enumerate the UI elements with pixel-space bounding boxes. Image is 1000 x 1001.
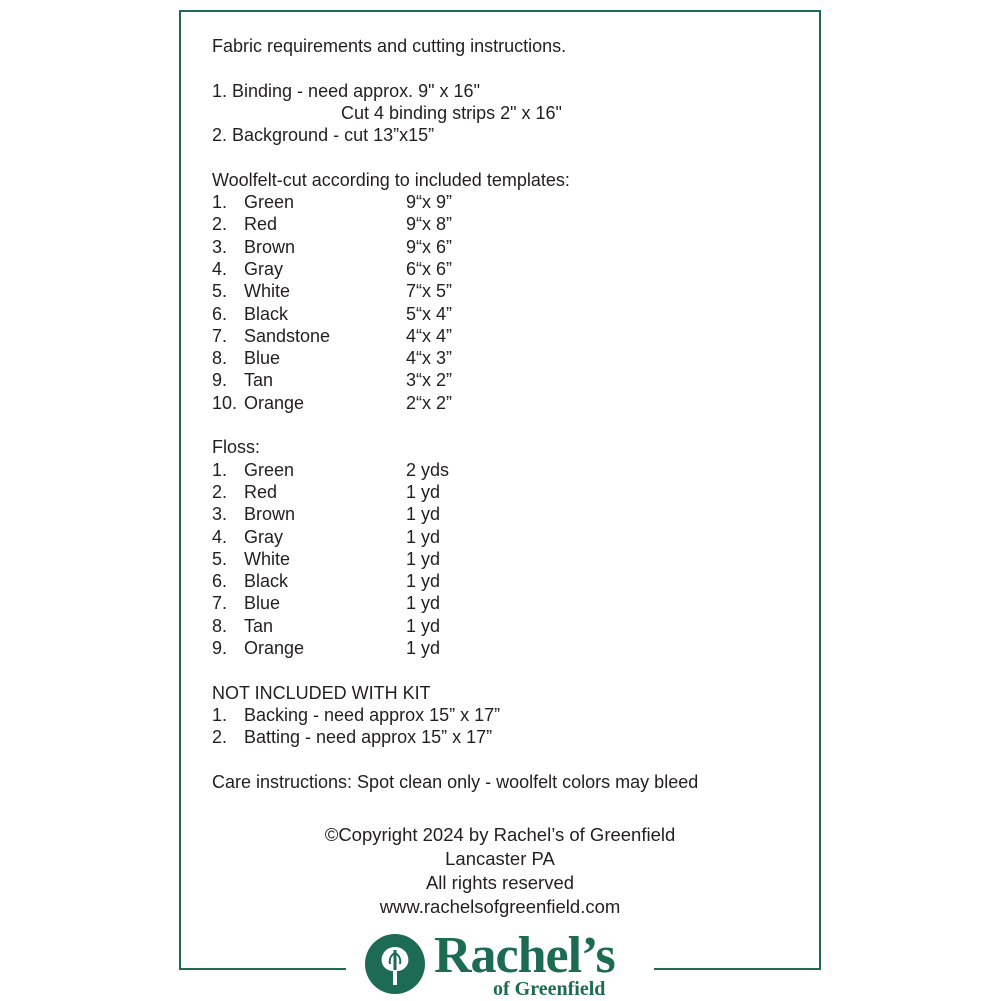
woolfelt-item-color: Sandstone (244, 325, 331, 346)
flower-circle-icon (364, 933, 426, 995)
floss-item-amount: 1 yd (406, 504, 441, 525)
woolfelt-item-size: 3“x 2” (406, 370, 453, 391)
woolfelt-item-size: 4“x 4” (406, 325, 453, 346)
woolfelt-item-number: 1. (212, 192, 228, 213)
floss-item-color: Gray (244, 526, 284, 547)
woolfelt-item-color: Tan (244, 370, 274, 391)
floss-item (212, 570, 802, 592)
not-included-list (212, 704, 802, 749)
woolfelt-item (212, 369, 802, 391)
floss-item (212, 481, 802, 503)
care-instructions: Care instructions: Spot clean only - woolfelt colors may bleed (212, 771, 699, 792)
woolfelt-item-color: Blue (244, 348, 281, 369)
woolfelt-item-number: 4. (212, 258, 228, 279)
woolfelt-item-number: 5. (212, 281, 228, 302)
woolfelt-item-number: 9. (212, 370, 228, 391)
floss-item-color: Blue (244, 593, 281, 614)
floss-item (212, 637, 802, 659)
floss-item-amount: 1 yd (406, 638, 441, 659)
woolfelt-item-size: 7“x 5” (406, 281, 453, 302)
floss-item (212, 526, 802, 548)
not-included-item (212, 726, 802, 748)
woolfelt-item-color: Brown (244, 236, 296, 257)
brand-logo (364, 928, 634, 1000)
floss-item-color: Green (244, 459, 295, 480)
not-included-text: Batting - need approx 15” x 17” (244, 727, 493, 748)
woolfelt-item (212, 213, 802, 235)
binding-line: 1. Binding - need approx. 9" x 16" (212, 80, 480, 101)
floss-item-amount: 2 yds (406, 459, 450, 480)
frame-border-right (819, 10, 821, 970)
floss-item-number: 7. (212, 593, 228, 614)
woolfelt-item-size: 9“x 9” (406, 192, 453, 213)
floss-item-number: 2. (212, 481, 228, 502)
logo-subtitle: of Greenfield (493, 978, 606, 1000)
not-included-title: NOT INCLUDED WITH KIT (212, 682, 431, 703)
woolfelt-item-number: 7. (212, 325, 228, 346)
floss-item-amount: 1 yd (406, 548, 441, 569)
background-line: 2. Background - cut 13”x15” (212, 125, 435, 146)
binding-cut-line: Cut 4 binding strips 2" x 16" (341, 102, 562, 123)
floss-item (212, 503, 802, 525)
woolfelt-title: Woolfelt-cut according to included templates: (212, 169, 570, 190)
woolfelt-item (212, 280, 802, 302)
woolfelt-item-color: Green (244, 192, 295, 213)
woolfelt-item-size: 2“x 2” (406, 392, 453, 413)
frame-border-left (179, 10, 181, 970)
floss-item-color: Brown (244, 504, 296, 525)
floss-item-number: 1. (212, 459, 228, 480)
woolfelt-item-color: Orange (244, 392, 305, 413)
woolfelt-item-color: White (244, 281, 291, 302)
floss-item-color: Orange (244, 638, 305, 659)
woolfelt-item (212, 347, 802, 369)
location-text: Lancaster PA (445, 848, 555, 869)
woolfelt-item-size: 9“x 8” (406, 214, 453, 235)
floss-item-amount: 1 yd (406, 593, 441, 614)
woolfelt-item (212, 303, 802, 325)
woolfelt-item-number: 6. (212, 303, 228, 324)
copyright-footer (250, 823, 750, 919)
woolfelt-item-number: 8. (212, 348, 228, 369)
woolfelt-item-color: Red (244, 214, 278, 235)
floss-item-number: 5. (212, 548, 228, 569)
rights-text: All rights reserved (425, 872, 575, 893)
page-heading: Fabric requirements and cutting instructions. (212, 36, 567, 56)
floss-item-color: Tan (244, 615, 274, 636)
woolfelt-item (212, 236, 802, 258)
not-included-item (212, 704, 802, 726)
floss-item-number: 3. (212, 504, 228, 525)
woolfelt-item (212, 258, 802, 280)
woolfelt-list (212, 191, 802, 414)
frame-border-bottom-right (654, 968, 821, 970)
logo-name: Rachel’s (434, 927, 615, 984)
woolfelt-item-size: 6“x 6” (406, 258, 453, 279)
woolfelt-item-size: 5“x 4” (406, 303, 453, 324)
woolfelt-item-size: 9“x 6” (406, 236, 453, 257)
woolfelt-item-number: 2. (212, 214, 228, 235)
floss-item-amount: 1 yd (406, 615, 441, 636)
woolfelt-item (212, 191, 802, 213)
woolfelt-item-color: Gray (244, 258, 284, 279)
floss-title: Floss: (212, 437, 261, 458)
floss-list (212, 459, 802, 660)
website-link[interactable]: www.rachelsofgreenfield.com (379, 896, 621, 917)
floss-item (212, 459, 802, 481)
woolfelt-item-number: 3. (212, 236, 228, 257)
woolfelt-item-number: 10. (212, 392, 238, 413)
not-included-number: 2. (212, 727, 228, 748)
floss-item-color: Black (244, 571, 289, 592)
woolfelt-item-color: Black (244, 303, 289, 324)
woolfelt-item-size: 4“x 3” (406, 348, 453, 369)
floss-item-color: Red (244, 481, 278, 502)
frame-border-top (179, 10, 819, 12)
woolfelt-item (212, 392, 802, 414)
floss-item (212, 548, 802, 570)
floss-item-amount: 1 yd (406, 526, 441, 547)
not-included-number: 1. (212, 704, 228, 725)
floss-item-color: White (244, 548, 291, 569)
floss-item (212, 615, 802, 637)
floss-item-amount: 1 yd (406, 571, 441, 592)
woolfelt-item (212, 325, 802, 347)
copyright-text: ©Copyright 2024 by Rachel’s of Greenfield (324, 824, 676, 845)
floss-item-number: 8. (212, 615, 228, 636)
floss-item-number: 9. (212, 638, 228, 659)
frame-border-bottom-left (179, 968, 346, 970)
floss-item (212, 592, 802, 614)
not-included-text: Backing - need approx 15” x 17” (244, 704, 501, 725)
floss-item-number: 4. (212, 526, 228, 547)
instructions-content (212, 35, 802, 793)
floss-item-amount: 1 yd (406, 481, 441, 502)
floss-item-number: 6. (212, 571, 228, 592)
